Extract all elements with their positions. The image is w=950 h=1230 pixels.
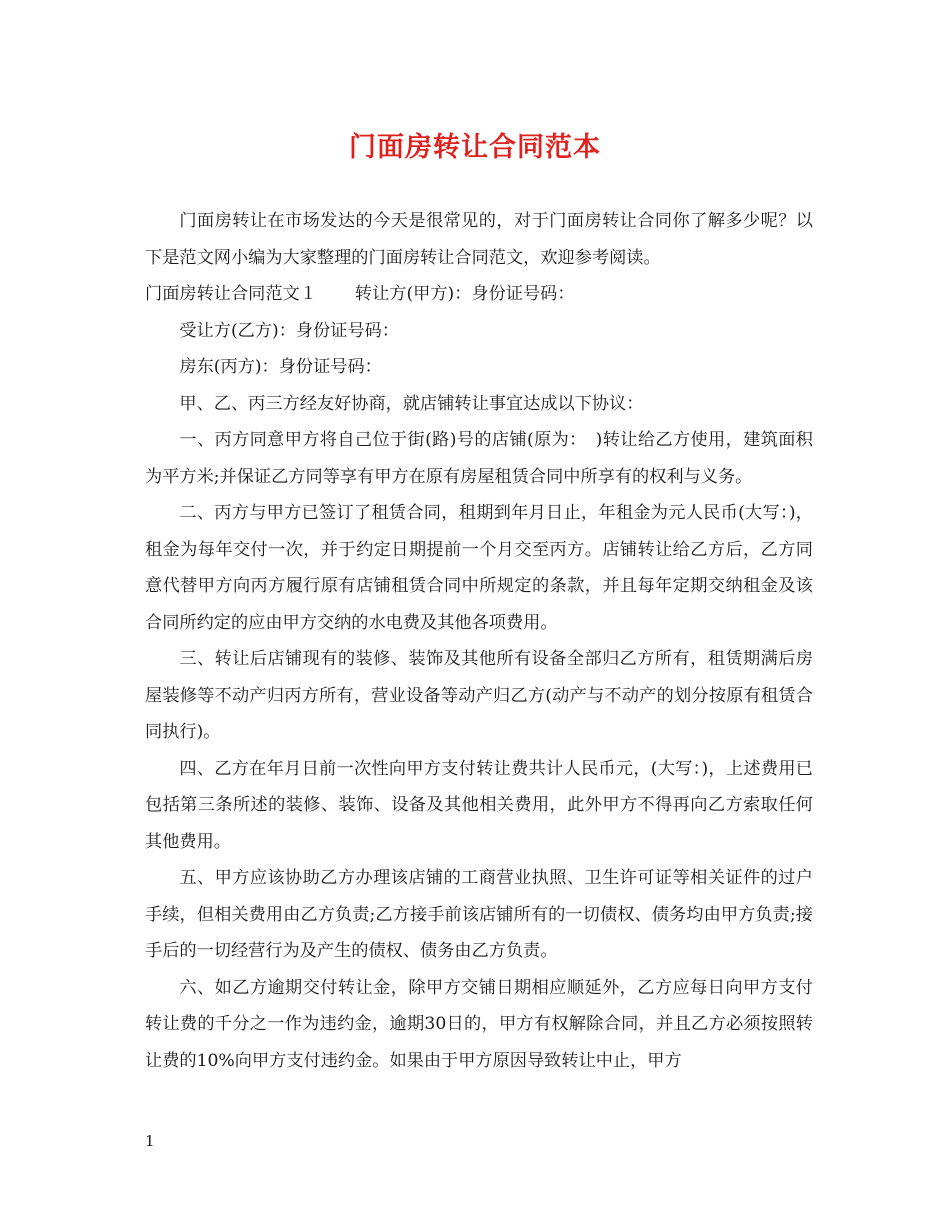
clause-2: 二、丙方与甲方已签订了租赁合同，租期到年月日止，年租金为元人民币(大写：)，租金为每年交付一次，并于约定日期提前一个月交至丙方。店铺转让给乙方后，乙方同意代替甲方向丙方履行原有店铺租赁合同中所规定的条款，并且每年定期交纳租金及该合同所约定的应由甲方交纳的水电费及其他各项费用。	[145, 503, 813, 633]
sample-heading: 门面房转让合同范文１	[145, 284, 317, 304]
clause-3: 三、转让后店铺现有的装修、装饰及其他所有设备全部归乙方所有，租赁期满后房屋装修等不动产归丙方所有，营业设备等动产归乙方(动产与不动产的划分按原有租赁合同执行)。	[145, 649, 813, 742]
clause-6: 六、如乙方逾期交付转让金，除甲方交铺日期相应顺延外，乙方应每日向甲方支付转让费的千分之一作为违约金，逾期30日的，甲方有权解除合同，并且乙方必须按照转让费的10%向甲方支付违约金。如果由于甲方原因导致转让中止，甲方	[145, 977, 813, 1071]
clause-4: 四、乙方在年月日前一次性向甲方支付转让费共计人民币元，(大写：)，上述费用已包括第三条所述的装修、装饰、设备及其他相关费用，此外甲方不得再向乙方索取任何其他费用。	[145, 758, 813, 852]
page-number: 1	[145, 1132, 155, 1150]
transferee-line: 受让方(乙方)：身份证号码：	[179, 320, 400, 341]
landlord-line: 房东(丙方)：身份证号码：	[179, 357, 382, 377]
document-body	[145, 203, 813, 1079]
sample-heading-line	[145, 276, 813, 313]
page-title: 门面房转让合同范本	[349, 132, 601, 163]
clause-5: 五、甲方应该协助乙方办理该店铺的工商营业执照、卫生许可证等相关证件的过户手续，但相关费用由乙方负责;乙方接手前该店铺所有的一切债权、债务均由甲方负责;接手后的一切经营行为及产生的债权、债务由乙方负责。	[145, 868, 813, 961]
agreement-intro: 甲、乙、丙三方经友好协商，就店铺转让事宜达成以下协议：	[179, 393, 644, 414]
intro-paragraph: 门面房转让在市场发达的今天是很常见的，对于门面房转让合同你了解多少呢？以下是范文网小编为大家整理的门面房转让合同范文，欢迎参考阅读。	[145, 211, 813, 268]
clause-1: 一、丙方同意甲方将自己位于街(路)号的店铺(原为： )转让给乙方使用，建筑面积为平方米;并保证乙方同等享有甲方在原有房屋租赁合同中所享有的权利与义务。	[145, 430, 813, 487]
transferor-line: 转让方(甲方)：身份证号码：	[354, 284, 575, 304]
